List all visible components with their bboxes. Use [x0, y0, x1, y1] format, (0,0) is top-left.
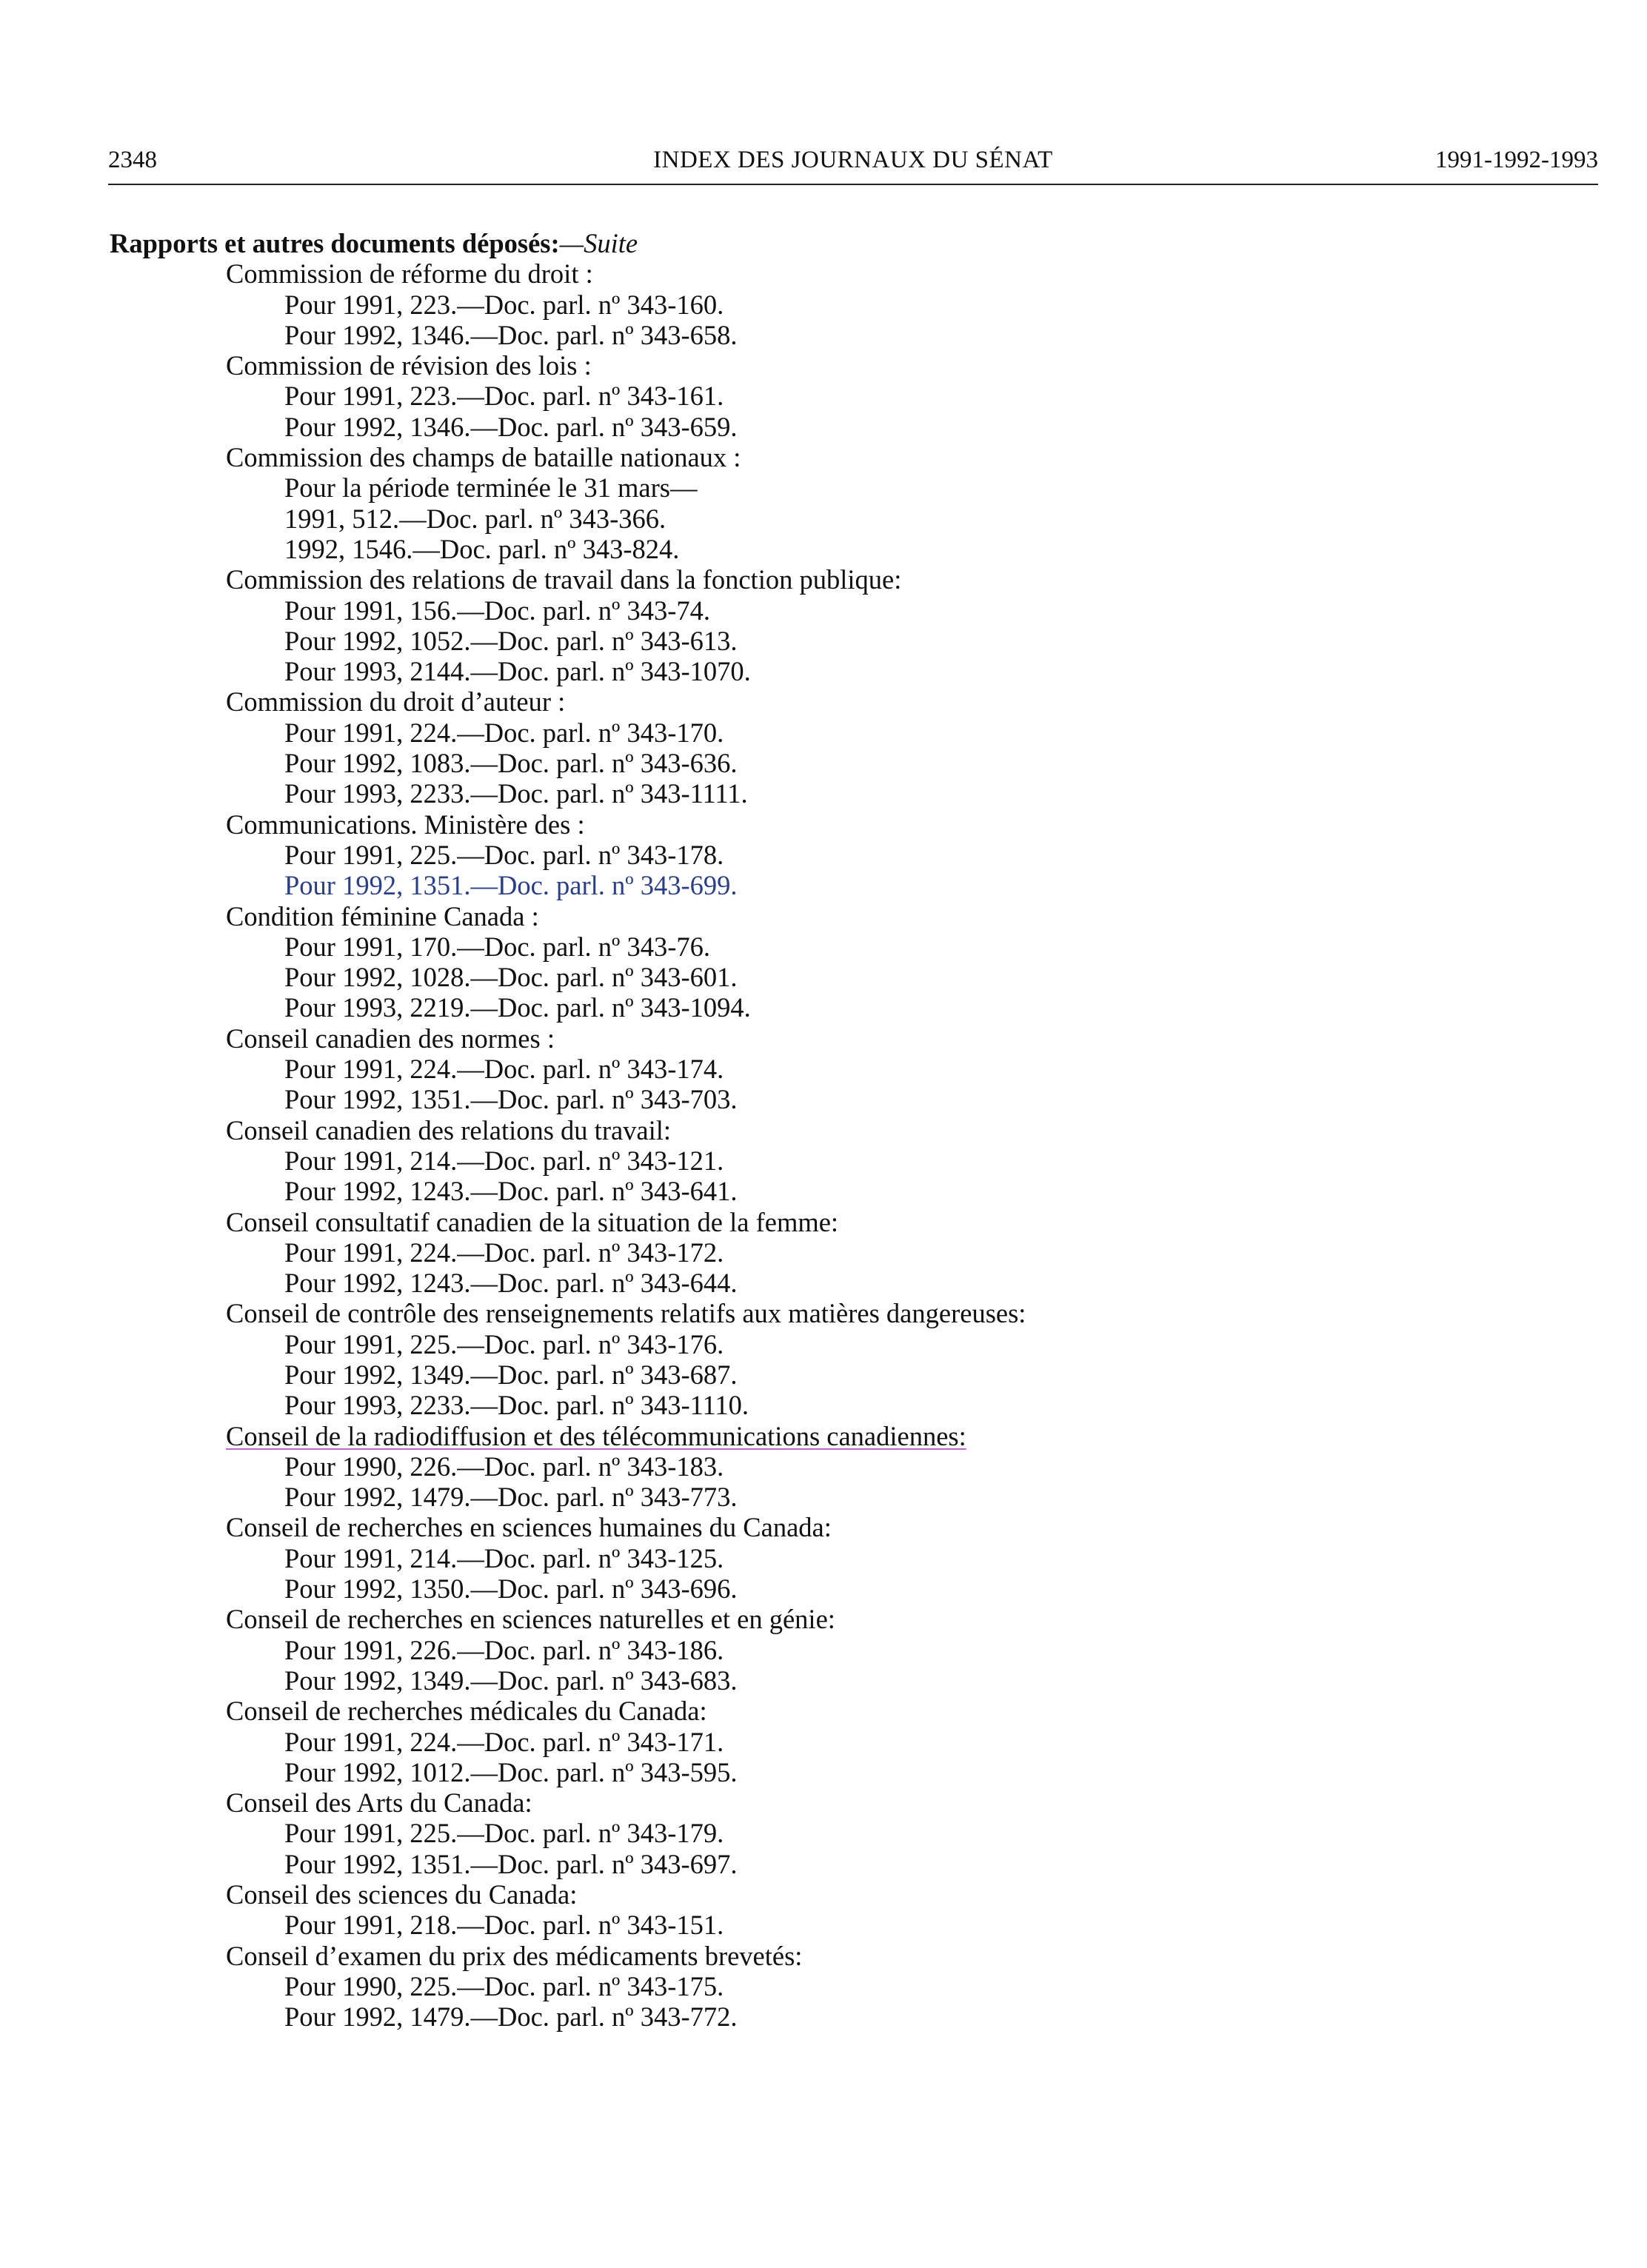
entry-title: Conseil des sciences du Canada: [226, 1879, 578, 1910]
entry-line: Pour 1992, 1012.—Doc. parl. nº 343-595. [284, 1756, 738, 1787]
entry-line: Pour 1991, 225.—Doc. parl. nº 343-176. [284, 1328, 724, 1359]
entry-title: Conseil de recherches en sciences naturelles et en génie: [226, 1604, 835, 1635]
entry-line: Pour 1992, 1346.—Doc. parl. nº 343-659. [284, 411, 738, 442]
entry-line: Pour 1991, 224.—Doc. parl. nº 343-174. [284, 1054, 724, 1085]
entry-line: Pour 1992, 1243.—Doc. parl. nº 343-644. [284, 1268, 738, 1299]
entry-title: Commission des relations de travail dans la fonction publique: [226, 564, 902, 595]
entry-title: Conseil canadien des normes : [226, 1023, 555, 1054]
entry-line: Pour 1991, 224.—Doc. parl. nº 343-172. [284, 1237, 724, 1268]
entry-title: Conseil d’examen du prix des médicaments brevetés: [226, 1940, 803, 1971]
entry-line: Pour 1993, 2233.—Doc. parl. nº 343-1110. [284, 1390, 749, 1421]
entry-title-text: Conseil de la radiodiffusion et des télécommunications canadiennes: [226, 1420, 966, 1451]
entry-line: Pour 1991, 224.—Doc. parl. nº 343-170. [284, 717, 724, 748]
entry-line: 1991, 512.—Doc. parl. nº 343-366. [284, 503, 667, 534]
entry-line: Pour 1992, 1351.—Doc. parl. nº 343-697. [284, 1848, 738, 1879]
entry-title: Conseil de contrôle des renseignements relatifs aux matières dangereuses: [226, 1298, 1026, 1329]
entry-line: Pour 1992, 1479.—Doc. parl. nº 343-772. [284, 2001, 738, 2033]
entry-line: Pour 1992, 1243.—Doc. parl. nº 343-641. [284, 1176, 738, 1207]
index-entry [110, 686, 1561, 809]
entry-line: Pour 1992, 1351.—Doc. parl. nº 343-703. [284, 1084, 738, 1115]
index-entry [110, 1512, 1561, 1604]
entry-line: Pour 1990, 226.—Doc. parl. nº 343-183. [284, 1451, 724, 1482]
entry-line: Pour 1992, 1479.—Doc. parl. nº 343-773. [284, 1482, 738, 1513]
index-heading-title: Rapports et autres documents déposés: [110, 228, 560, 258]
entry-line: Pour 1992, 1350.—Doc. parl. nº 343-696. [284, 1573, 738, 1605]
index-entry [110, 258, 1561, 350]
entry-title: Conseil canadien des relations du travail: [226, 1114, 672, 1145]
index-entry [110, 1604, 1561, 1696]
entry-line: Pour 1992, 1349.—Doc. parl. nº 343-683. [284, 1665, 738, 1696]
entry-line: Pour 1991, 225.—Doc. parl. nº 343-178. [284, 839, 724, 870]
index-entry [110, 1941, 1561, 2033]
entry-title: Conseil consultatif canadien de la situation de la femme: [226, 1206, 839, 1237]
entry-title: Commission du droit d’auteur : [226, 686, 566, 717]
entry-line: Pour 1992, 1028.—Doc. parl. nº 343-601. [284, 962, 738, 993]
entry-line: 1992, 1546.—Doc. parl. nº 343-824. [284, 533, 680, 564]
running-header [108, 145, 1598, 181]
entry-title [110, 1421, 1561, 1451]
entry-line: Pour 1991, 224.—Doc. parl. nº 343-171. [284, 1726, 724, 1757]
index-entry [110, 350, 1561, 442]
index-heading [110, 228, 1561, 258]
entry-title: Commission de réforme du droit : [226, 258, 593, 290]
index-entry [110, 901, 1561, 1023]
index-entry [110, 1696, 1561, 1787]
entry-line: Pour 1993, 2233.—Doc. parl. nº 343-1111. [284, 778, 748, 809]
index-body [110, 228, 1561, 2033]
entry-line: Pour la période terminée le 31 mars— [284, 472, 698, 504]
index-entry [110, 1879, 1561, 1941]
entry-line: Pour 1992, 1349.—Doc. parl. nº 343-687. [284, 1359, 738, 1390]
entry-line: Pour 1993, 2144.—Doc. parl. nº 343-1070. [284, 656, 751, 687]
entry-line: Pour 1992, 1052.—Doc. parl. nº 343-613. [284, 625, 738, 656]
entry-line: Pour 1992, 1083.—Doc. parl. nº 343-636. [284, 748, 738, 779]
entry-line: Pour 1991, 214.—Doc. parl. nº 343-125. [284, 1542, 724, 1573]
index-entry [110, 564, 1561, 686]
entry-line: Pour 1991, 156.—Doc. parl. nº 343-74. [284, 595, 710, 626]
entry-title: Communications. Ministère des : [226, 809, 585, 840]
entry-line: Pour 1991, 226.—Doc. parl. nº 343-186. [284, 1634, 724, 1665]
entry-line: Pour 1991, 223.—Doc. parl. nº 343-161. [284, 381, 724, 412]
journal-title: INDEX DES JOURNAUX DU SÉNAT [653, 147, 1053, 173]
entry-line: Pour 1991, 218.—Doc. parl. nº 343-151. [284, 1910, 724, 1941]
index-entry [110, 1298, 1561, 1420]
entry-line: Pour 1991, 170.—Doc. parl. nº 343-76. [284, 931, 710, 962]
entry-line: Pour 1991, 214.—Doc. parl. nº 343-121. [284, 1145, 724, 1176]
entry-title: Conseil des Arts du Canada: [226, 1787, 532, 1819]
entry-line: Pour 1993, 2219.—Doc. parl. nº 343-1094. [284, 992, 751, 1023]
index-entry [110, 1023, 1561, 1115]
entry-line: Pour 1991, 223.—Doc. parl. nº 343-160. [284, 289, 724, 320]
entry-line: Pour 1992, 1351.—Doc. parl. nº 343-699. [284, 870, 738, 901]
index-entry [110, 1421, 1561, 1513]
entry-line: Pour 1991, 225.—Doc. parl. nº 343-179. [284, 1818, 724, 1849]
entry-title: Conseil de recherches médicales du Canada: [226, 1696, 707, 1727]
index-entry [110, 1207, 1561, 1299]
index-entry [110, 1115, 1561, 1207]
entry-title: Conseil de recherches en sciences humaines du Canada: [226, 1512, 832, 1543]
entry-line: Pour 1990, 225.—Doc. parl. nº 343-175. [284, 1970, 724, 2001]
page-number: 2348 [108, 147, 157, 173]
entry-title: Commission des champs de bataille nationaux : [226, 442, 741, 473]
entry-title: Condition féminine Canada : [226, 900, 539, 931]
entry-title: Commission de révision des lois : [226, 350, 592, 381]
entry-line: Pour 1992, 1346.—Doc. parl. nº 343-658. [284, 319, 738, 350]
index-entry [110, 442, 1561, 564]
index-entry [110, 809, 1561, 901]
index-entry [110, 1787, 1561, 1879]
header-divider [108, 184, 1598, 185]
session-years: 1991-1992-1993 [1435, 147, 1598, 173]
index-heading-continued: —Suite [559, 228, 638, 258]
